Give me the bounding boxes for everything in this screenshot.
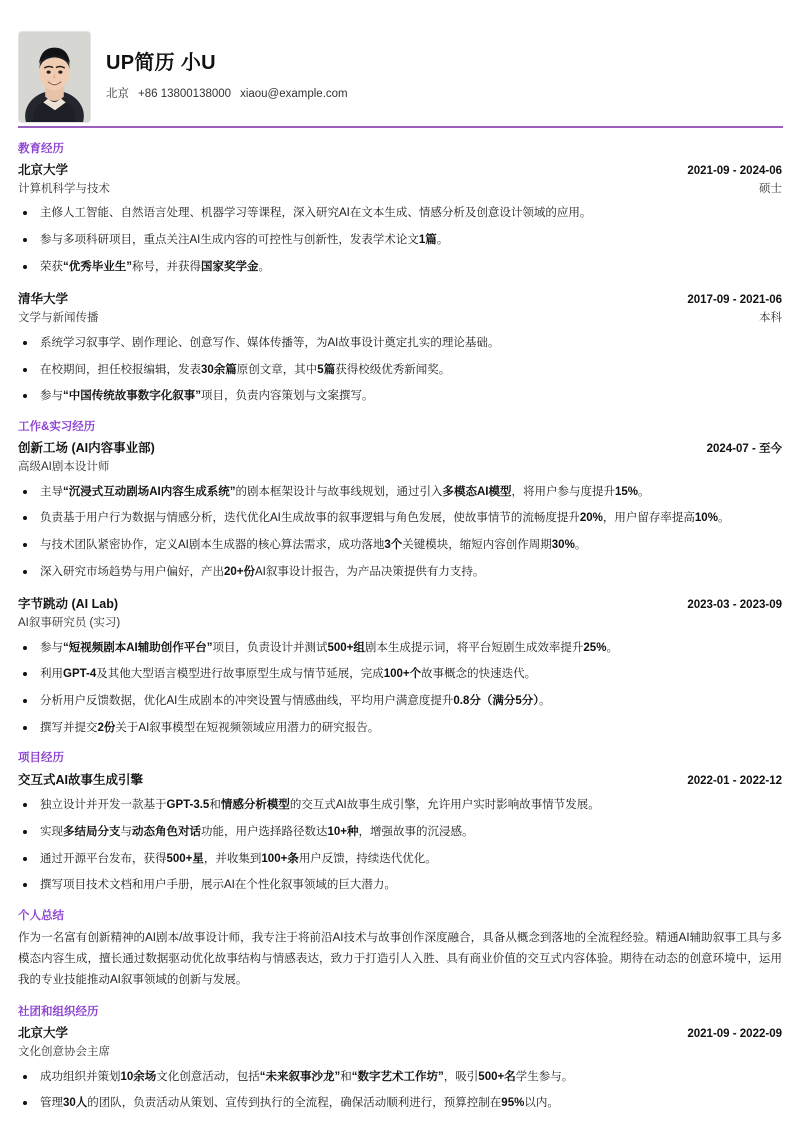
entry-role: 文学与新闻传播 xyxy=(18,312,99,325)
bullet-item: 系统学习叙事学、剧作理论、创意写作、媒体传播等，为AI故事设计奠定扎实的理论基础。 xyxy=(18,334,782,353)
bullet-list xyxy=(18,796,782,895)
section xyxy=(18,750,782,895)
entry-role: 文化创意协会主席 xyxy=(18,1045,110,1058)
sections-container xyxy=(18,141,782,1113)
bullet-list xyxy=(18,334,782,406)
bullet-item: 利用GPT-4及其他大型语言模型进行故事原型生成与情节延展，完成100+个故事概念的快速迭代。 xyxy=(18,665,782,684)
experience-entry xyxy=(18,439,782,581)
bullet-item: 通过开源平台发布，获得500+星，并收集到100+条用户反馈，持续迭代优化。 xyxy=(18,850,782,869)
bullet-list xyxy=(18,1068,782,1113)
resume-header xyxy=(18,0,782,120)
section-title: 个人总结 xyxy=(18,909,64,922)
contact-line xyxy=(106,87,348,102)
experience-entry xyxy=(18,290,782,406)
entry-organization: 北京大学 xyxy=(18,1026,69,1041)
header-divider xyxy=(18,126,783,128)
entry-secondary-row xyxy=(18,459,782,477)
entry-secondary-row xyxy=(18,615,782,633)
bullet-item: 成功组织并策划10余场文化创意活动，包括“未来叙事沙龙”和“数字艺术工作坊”，吸引500+名学生参与。 xyxy=(18,1068,782,1087)
entry-meta: 硕士 xyxy=(759,182,782,195)
experience-entry xyxy=(18,161,782,277)
section-title: 项目经历 xyxy=(18,752,64,765)
entry-organization: 清华大学 xyxy=(18,292,69,307)
bullet-item: 参与“中国传统故事数字化叙事”项目，负责内容策划与文案撰写。 xyxy=(18,387,782,406)
entry-date-range: 2022-01 - 2022-12 xyxy=(687,774,782,787)
entry-secondary-row xyxy=(18,181,782,199)
entry-role: 计算机科学与技术 xyxy=(18,182,110,195)
bullet-item: 主修人工智能、自然语言处理、机器学习等课程，深入研究AI在文本生成、情感分析及创意设计领域的应用。 xyxy=(18,204,782,223)
bullet-item: 独立设计并开发一款基于GPT-3.5和情感分析模型的交互式AI故事生成引擎，允许用户实时影响故事情节发展。 xyxy=(18,796,782,815)
entry-organization: 字节跳动 (AI Lab) xyxy=(18,597,118,612)
avatar xyxy=(18,31,91,123)
section xyxy=(18,908,782,991)
bullet-item: 参与多项科研项目，重点关注AI生成内容的可控性与创新性，发表学术论文1篇。 xyxy=(18,231,782,250)
bullet-item: 分析用户反馈数据，优化AI生成剧本的冲突设置与情感曲线，平均用户满意度提升0.8分（满分5分）。 xyxy=(18,692,782,711)
bullet-item: 主导“沉浸式互动剧场AI内容生成系统”的剧本框架设计与故事线规划，通过引入多模态AI模型，将用户参与度提升15%。 xyxy=(18,483,782,502)
experience-entry xyxy=(18,771,782,895)
entry-secondary-row xyxy=(18,310,782,328)
bullet-item: 实现多结局分支与动态角色对话功能，用户选择路径数达10+种，增强故事的沉浸感。 xyxy=(18,823,782,842)
bullet-list xyxy=(18,204,782,276)
section xyxy=(18,141,782,406)
bullet-item: 荣获“优秀毕业生”称号，并获得国家奖学金。 xyxy=(18,258,782,277)
entry-primary-row xyxy=(18,595,782,615)
section xyxy=(18,1004,782,1113)
entry-organization: 北京大学 xyxy=(18,162,69,177)
entry-primary-row xyxy=(18,771,782,791)
entry-primary-row xyxy=(18,1024,782,1044)
bullet-item: 负责基于用户行为数据与情感分析，迭代优化AI生成故事的叙事逻辑与角色发展，使故事情节的流畅度提升20%，用户留存率提高10%。 xyxy=(18,509,782,528)
bullet-item: 在校期间，担任校报编辑，发表30余篇原创文章，其中5篇获得校级优秀新闻奖。 xyxy=(18,361,782,380)
entry-primary-row xyxy=(18,439,782,459)
bullet-list xyxy=(18,483,782,582)
bullet-item: 管理30人的团队，负责活动从策划、宣传到执行的全流程，确保活动顺利进行，预算控制在95%以内。 xyxy=(18,1094,782,1113)
entry-primary-row xyxy=(18,290,782,310)
entry-role: 高级AI剧本设计师 xyxy=(18,460,110,473)
section-title: 教育经历 xyxy=(18,142,64,155)
bullet-item: 参与“短视频剧本AI辅助创作平台”项目，负责设计并测试500+组剧本生成提示词，将平台短剧生成效率提升25%。 xyxy=(18,639,782,658)
bullet-item: 与技术团队紧密协作，定义AI剧本生成器的核心算法需求，成功落地3个关键模块，缩短内容创作周期30%。 xyxy=(18,536,782,555)
contact-item-0: 北京 xyxy=(106,88,129,101)
section-title: 社团和组织经历 xyxy=(18,1005,99,1018)
entry-primary-row xyxy=(18,161,782,181)
section-title: 工作&实习经历 xyxy=(18,420,96,433)
identity-block xyxy=(106,51,348,102)
experience-entry xyxy=(18,1024,782,1113)
bullet-list xyxy=(18,639,782,738)
entry-organization: 创新工场 (AI内容事业部) xyxy=(18,441,155,456)
person-name: UP简历 小U xyxy=(106,52,216,75)
entry-meta: 本科 xyxy=(759,312,782,325)
bullet-item: 撰写项目技术文档和用户手册，展示AI在个性化叙事领域的巨大潜力。 xyxy=(18,876,782,895)
entry-role: AI叙事研究员 (实习) xyxy=(18,617,121,630)
contact-item-2: xiaou@example.com xyxy=(240,88,348,101)
summary-text: 作为一名富有创新精神的AI剧本/故事设计师，我专注于将前沿AI技术与故事创作深度融合，具备从概念到落地的全流程经验。精通AI辅助叙事工具与多模态内容生成，擅长通过数据驱动优化故事结构与情感表达，致力于打造引人入胜、具有商业价值的交互式内容体验。期待在动态的创意环境中，运用我的专业技能推动AI叙事领域的创新与发展。 xyxy=(18,932,782,986)
portrait-photo-icon xyxy=(19,32,90,122)
contact-item-1: +86 13800138000 xyxy=(138,88,232,101)
entry-date-range: 2021-09 - 2022-09 xyxy=(687,1028,782,1041)
entry-secondary-row xyxy=(18,1044,782,1062)
entry-date-range: 2017-09 - 2021-06 xyxy=(687,294,782,307)
bullet-item: 深入研究市场趋势与用户偏好，产出20+份AI叙事设计报告，为产品决策提供有力支持。 xyxy=(18,563,782,582)
experience-entry xyxy=(18,595,782,737)
entry-date-range: 2021-09 - 2024-06 xyxy=(687,164,782,177)
entry-date-range: 2023-03 - 2023-09 xyxy=(687,599,782,612)
entry-organization: 交互式AI故事生成引擎 xyxy=(18,772,144,787)
section xyxy=(18,419,782,738)
bullet-item: 撰写并提交2份关于AI叙事模型在短视频领域应用潜力的研究报告。 xyxy=(18,719,782,738)
entry-date-range: 2024-07 - 至今 xyxy=(706,443,782,456)
